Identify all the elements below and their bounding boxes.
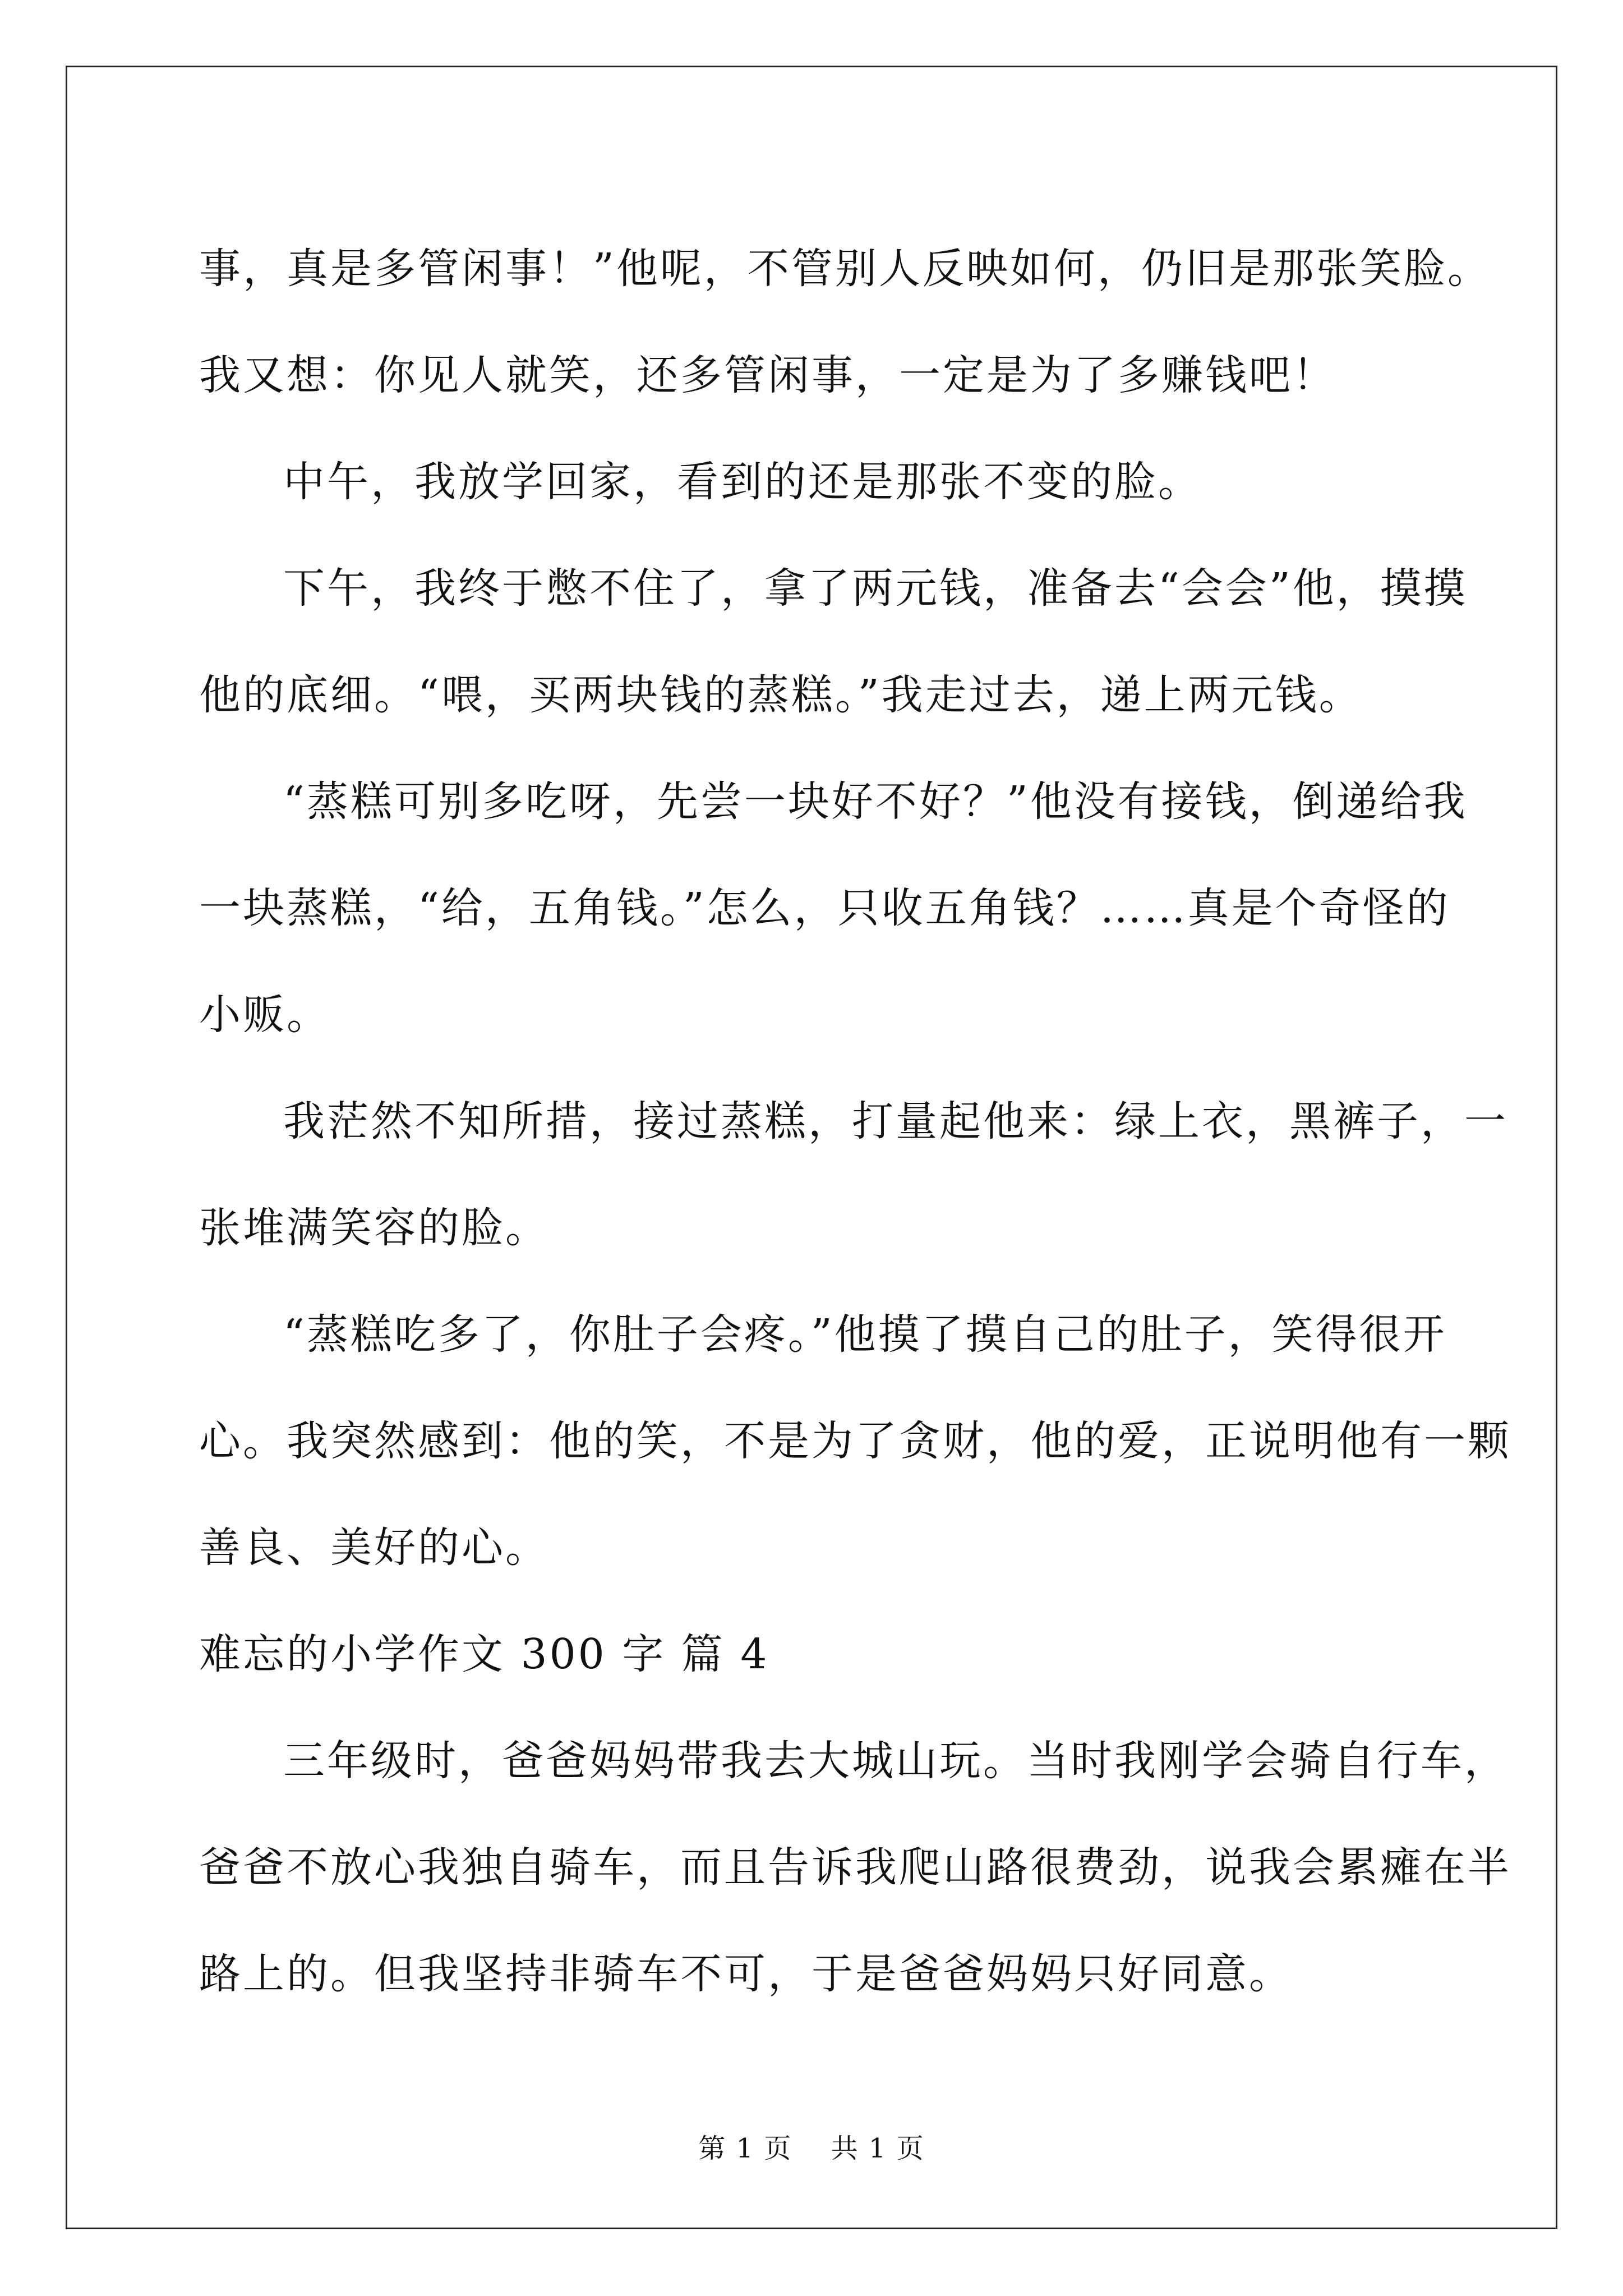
paragraph-start: 我茫然不知所措，接过蒸糕，打量起他来：绿上衣，黑裤子，一	[283, 1097, 1508, 1145]
page-number: 第 1 页	[698, 2133, 792, 2164]
page-total: 共 1 页	[831, 2133, 925, 2164]
paragraph-start: “蒸糕吃多了，你肚子会疼。”他摸了摸自己的肚子，笑得很开	[283, 1310, 1447, 1359]
paragraph-start: 中午，我放学回家，看到的还是那张不变的脸。	[283, 458, 1202, 506]
paragraph-start: “蒸糕可别多吃呀，先尝一块好不好？”他没有接钱，倒递给我	[283, 777, 1468, 826]
text-line: 小贩。	[199, 991, 330, 1039]
paragraph-start: 下午，我终于憋不住了，拿了两元钱，准备去“会会”他，摸摸	[283, 564, 1468, 613]
document-body	[199, 215, 1511, 2027]
section-heading: 难忘的小学作文 300 字 篇 4	[199, 1630, 769, 1678]
page-footer	[0, 2132, 1623, 2165]
text-line: 一块蒸糕，“给，五角钱。”怎么，只收五角钱？……真是个奇怪的	[199, 884, 1450, 932]
paragraph-start: 三年级时，爸爸妈妈带我去大城山玩。当时我刚学会骑自行车，	[283, 1737, 1508, 1785]
text-line: 我又想：你见人就笑，还多管闲事，一定是为了多赚钱吧！	[199, 351, 1336, 399]
text-line: 爸爸不放心我独自骑车，而且告诉我爬山路很费劲，说我会累瘫在半	[199, 1843, 1511, 1892]
text-line: 路上的。但我坚持非骑车不可，于是爸爸妈妈只好同意。	[199, 1950, 1293, 1998]
text-line: 他的底细。“喂，买两块钱的蒸糕。”我走过去，递上两元钱。	[199, 671, 1363, 719]
text-line: 心。我突然感到：他的笑，不是为了贪财，他的爱，正说明他有一颗	[199, 1417, 1511, 1465]
text-line: 事，真是多管闲事！”他呢，不管别人反映如何，仍旧是那张笑脸。	[199, 245, 1491, 293]
text-line: 善良、美好的心。	[199, 1524, 549, 1572]
text-line: 张堆满笑容的脸。	[199, 1204, 549, 1252]
